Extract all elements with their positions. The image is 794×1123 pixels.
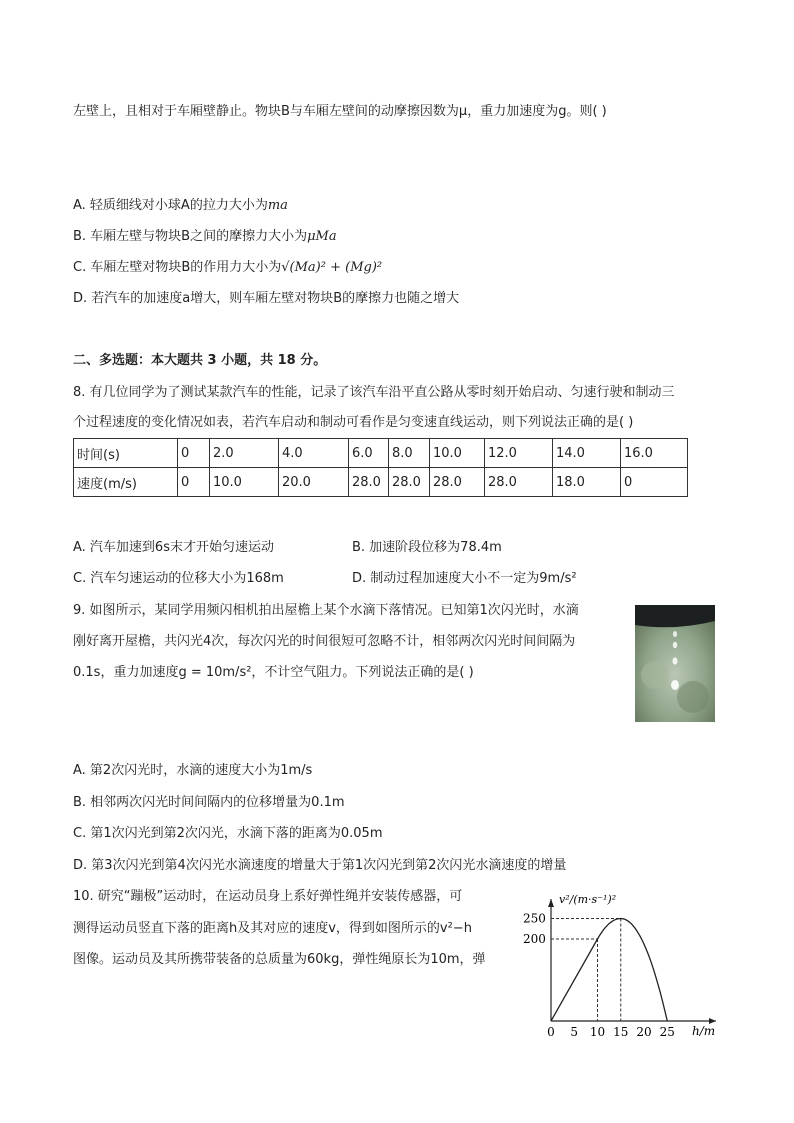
x-tick-label: 10 (589, 1025, 606, 1039)
table-row-speed (74, 468, 688, 497)
water-drop-photo (635, 605, 715, 722)
table-cell: 8.0 (389, 439, 430, 468)
q8-stem-line2: 个过程速度的变化情况如表，若汽车启动和制动可看作是匀变速直线运动，则下列说法正确的是( ) (73, 415, 634, 430)
q7-option-b (73, 227, 337, 247)
q7-option-d-text: D. 若汽车的加速度a增大，则车厢左壁对物块B的摩擦力也随之增大 (73, 291, 460, 306)
x-tick-label: 15 (613, 1025, 629, 1039)
q9-option-c: C. 第1次闪光到第2次闪光，水滴下落的距离为0.05m (73, 826, 383, 841)
q7-option-c-text: C. 车厢左壁对物块B的作用力大小为 (73, 260, 282, 275)
y-axis-arrow (548, 899, 554, 907)
table-cell: 0 (178, 439, 210, 468)
table-header-time: 时间(s) (74, 439, 178, 468)
q10-stem-line3: 图像。运动员及其所携带装备的总质量为60kg，弹性绳原长为10m，弹 (73, 952, 486, 967)
q7-option-a-math: ma (267, 198, 288, 213)
q7-stem-continuation: 左壁上，且相对于车厢壁静止。物块B与车厢左壁间的动摩擦因数为μ，重力加速度为g。则( ) (73, 104, 607, 119)
v2-h-graph (520, 885, 730, 1045)
table-cell: 18.0 (553, 468, 621, 497)
q9-option-a: A. 第2次闪光时，水滴的速度大小为1m/s (73, 763, 313, 778)
table-row-time (74, 439, 688, 468)
v2-h-curve (551, 919, 667, 1022)
table-cell: 20.0 (279, 468, 349, 497)
x-tick-label: 25 (659, 1025, 675, 1039)
q10-stem-line2: 测得运动员竖直下落的距离h及其对应的速度v，得到如图所示的v²−h (73, 921, 472, 936)
q9-stem-line1: 9. 如图所示，某同学用频闪相机拍出屋檐上某个水滴下落情况。已知第1次闪光时，水滴 (73, 603, 579, 618)
x-tick-label: 0 (547, 1025, 555, 1039)
q8-stem-line1: 8. 有几位同学为了测试某款汽车的性能，记录了该汽车沿平直公路从零时刻开始启动、匀速行驶和制动三 (73, 385, 675, 400)
q7-option-a-text: A. 轻质细线对小球A的拉力大小为 (73, 198, 268, 213)
table-cell: 28.0 (349, 468, 389, 497)
q9-stem-line2: 刚好离开屋檐，共闪光4次，每次闪光的时间很短可忽略不计，相邻两次闪光时间间隔为 (73, 634, 576, 649)
table-cell: 12.0 (485, 439, 553, 468)
table-cell: 28.0 (389, 468, 430, 497)
table-cell: 28.0 (485, 468, 553, 497)
x-tick-label: 20 (636, 1025, 652, 1039)
y-tick-label: 200 (523, 932, 546, 946)
y-axis-label: v²/(m·s⁻¹)² (559, 893, 617, 906)
q7-option-b-math: μMa (307, 229, 337, 244)
q9-stem-line3: 0.1s，重力加速度g = 10m/s²，不计空气阻力。下列说法正确的是( ) (73, 665, 474, 680)
q8-option-c: C. 汽车匀速运动的位移大小为168m (73, 571, 284, 586)
table-cell: 0 (621, 468, 688, 497)
q10-stem-line1: 10. 研究“蹦极”运动时，在运动员身上系好弹性绳并安装传感器，可 (73, 889, 463, 904)
table-cell: 2.0 (210, 439, 279, 468)
section-heading-multiple-choice: 二、多选题：本大题共 3 小题，共 18 分。 (73, 353, 327, 368)
y-tick-label: 250 (523, 911, 546, 926)
table-header-speed: 速度(m/s) (74, 468, 178, 497)
q9-option-d: D. 第3次闪光到第4次闪光水滴速度的增量大于第1次闪光到第2次闪光水滴速度的增量 (73, 858, 567, 873)
q7-option-c (73, 258, 382, 278)
table-cell: 16.0 (621, 439, 688, 468)
table-cell: 14.0 (553, 439, 621, 468)
q8-option-a: A. 汽车加速到6s末才开始匀速运动 (73, 540, 274, 555)
q8-data-table (73, 438, 688, 497)
table-cell: 0 (178, 468, 210, 497)
table-cell: 10.0 (210, 468, 279, 497)
table-cell: 28.0 (430, 468, 485, 497)
q7-option-a (73, 196, 288, 216)
q8-option-b: B. 加速阶段位移为78.4m (352, 540, 502, 555)
table-cell: 10.0 (430, 439, 485, 468)
q7-option-b-text: B. 车厢左壁与物块B之间的摩擦力大小为 (73, 229, 308, 244)
q7-option-c-math: √(Ma)² + (Mg)² (281, 260, 383, 275)
x-axis-label: h/m (692, 1024, 716, 1038)
q8-option-d: D. 制动过程加速度大小不一定为9m/s² (352, 571, 577, 586)
table-cell: 6.0 (349, 439, 389, 468)
q9-option-b: B. 相邻两次闪光时间间隔内的位移增量为0.1m (73, 795, 345, 810)
q7-option-d (73, 289, 459, 309)
x-tick-label: 5 (570, 1025, 579, 1039)
table-cell: 4.0 (279, 439, 349, 468)
